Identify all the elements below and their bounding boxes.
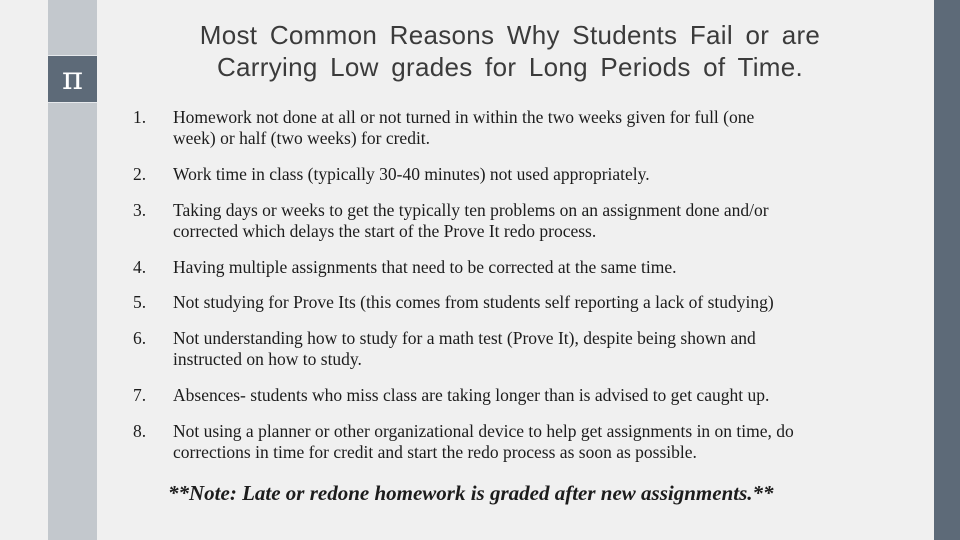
item-number: 5.: [133, 292, 147, 312]
item-text: [173, 328, 893, 370]
homework-note: **Note: Late or redone homework is graded after new assignments.**: [168, 481, 774, 505]
slide-title-line-2: Carrying Low grades for Long Periods of Time.: [216, 52, 804, 82]
item-text-line-1: Taking days or weeks to get the typically ten problems on an assignment done and/or: [173, 200, 769, 220]
right-decor-bar: [934, 0, 960, 540]
item-text-line-1: Not understanding how to study for a math test (Prove It), despite being shown and: [173, 328, 756, 348]
logo-divider-bottom: [48, 102, 97, 103]
item-number: 3.: [133, 200, 147, 220]
item-number: 6.: [133, 328, 147, 348]
item-text: [173, 200, 893, 242]
item-text-line-2: instructed on how to study.: [173, 349, 362, 369]
item-text: [173, 107, 893, 149]
logo-divider-top: [48, 55, 97, 56]
item-text: [173, 164, 893, 185]
slide-title-line-1: Most Common Reasons Why Students Fail or are: [199, 20, 821, 50]
slide-title: [150, 19, 870, 83]
item-number: 8.: [133, 421, 147, 441]
pi-logo: [48, 55, 97, 103]
item-text: [173, 421, 893, 463]
item-text-line-2: corrections in time for credit and start the redo process as soon as possible.: [173, 442, 697, 462]
item-text-line-1: Work time in class (typically 30-40 minutes) not used appropriately.: [173, 164, 650, 184]
item-number: 7.: [133, 385, 147, 405]
item-text-line-1: Absences- students who miss class are taking longer than is advised to get caught up.: [173, 385, 770, 405]
item-text-line-1: Not studying for Prove Its (this comes from students self reporting a lack of studying): [173, 292, 774, 312]
item-text: [173, 257, 893, 278]
pi-icon: π: [61, 59, 84, 97]
item-text-line-2: week) or half (two weeks) for credit.: [173, 128, 431, 148]
item-text-line-1: Homework not done at all or not turned in within the two weeks given for full (one: [173, 107, 755, 127]
item-text: [173, 385, 893, 406]
item-number: 2.: [133, 164, 147, 184]
item-number: 4.: [133, 257, 147, 277]
item-text: [173, 292, 893, 313]
item-number: 1.: [133, 107, 147, 127]
item-text-line-1: Having multiple assignments that need to be corrected at the same time.: [173, 257, 677, 277]
item-text-line-1: Not using a planner or other organizational device to help get assignments in on time, do: [173, 421, 794, 441]
item-text-line-2: corrected which delays the start of the Prove It redo process.: [173, 221, 597, 241]
